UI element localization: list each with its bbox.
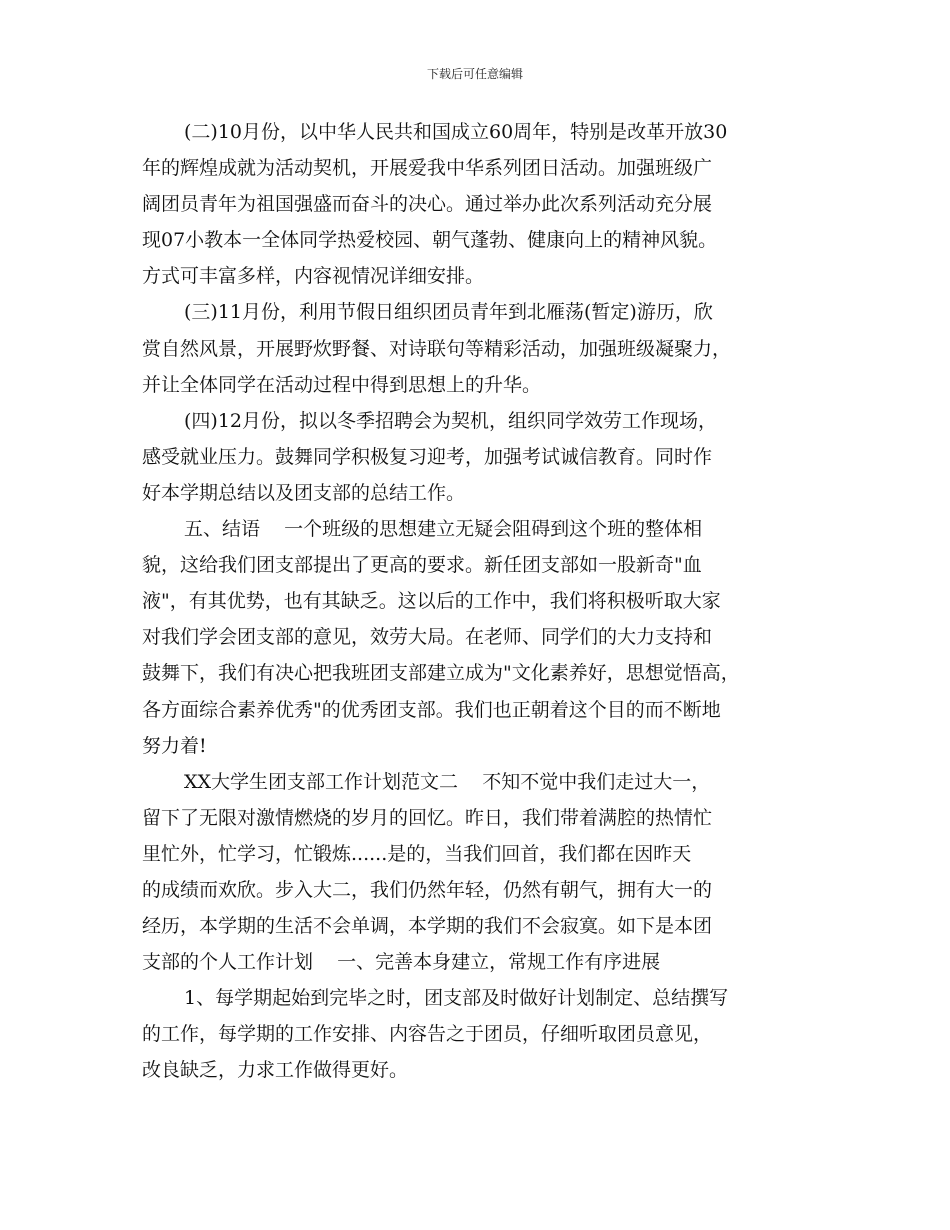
text-line: 留下了无限对激情燃烧的岁月的回忆。昨日，我们带着满腔的热情忙 (142, 806, 713, 829)
text-line: 对我们学会团支部的意见，效劳大局。在老师、同学们的大力支持和 (142, 626, 713, 649)
text-line: 方式可丰富多样，内容视情况详细安排。 (142, 265, 485, 288)
text-line: 现07小教本一全体同学热爱校园、朝气蓬勃、健康向上的精神风貌。 (142, 229, 718, 252)
text-line: (三)11月份，利用节假日组织团员青年到北雁荡(暂定)游历，欣 (184, 301, 713, 324)
text-line: 支部的个人工作计划 一、完善本身建立，常规工作有序进展 (142, 951, 661, 974)
text-line: XX大学生团支部工作计划范文二 不知不觉中我们走过大一， (184, 770, 711, 793)
text-line: 好本学期总结以及团支部的总结工作。 (142, 481, 466, 504)
document-body (142, 114, 814, 1089)
page-header-note: 下载后可任意编辑 (426, 67, 523, 81)
text-line: 年的辉煌成就为活动契机，开展爱我中华系列团日活动。加强班级广 (142, 157, 713, 180)
text-line: 改良缺乏，力求工作做得更好。 (142, 1059, 409, 1082)
text-line: 1、每学期起始到完毕之时，团支部及时做好计划制定、总结撰写 (184, 987, 729, 1010)
text-line: 液"，有其优势，也有其缺乏。这以后的工作中，我们将积极听取大家 (142, 590, 721, 613)
text-line: 感受就业压力。鼓舞同学积极复习迎考，加强考试诚信教育。同时作 (142, 445, 713, 468)
text-line: (二)10月份，以中华人民共和国成立60周年，特别是改革开放30 (184, 121, 728, 143)
text-line: 貌，这给我们团支部提出了更高的要求。新任团支部如一股新奇"血 (142, 554, 702, 577)
text-line: 阔团员青年为祖国强盛而奋斗的决心。通过举办此次系列活动充分展 (142, 193, 713, 216)
text-line: 努力着! (142, 734, 207, 757)
text-line: 的成绩而欢欣。步入大二，我们仍然年轻，仍然有朝气，拥有大一的 (142, 878, 713, 901)
text-line: 经历，本学期的生活不会单调，本学期的我们不会寂寞。如下是本团 (142, 915, 713, 938)
text-line: 里忙外，忙学习，忙锻炼......是的，当我们回首，我们都在因昨天 (142, 842, 692, 865)
text-line: 鼓舞下，我们有决心把我班团支部建立成为"文化素养好，思想觉悟高， (142, 662, 740, 685)
text-line: 赏自然风景，开展野炊野餐、对诗联句等精彩活动，加强班级凝聚力， (142, 337, 732, 360)
text-line: (四)12月份，拟以冬季招聘会为契机，组织同学效劳工作现场， (184, 409, 718, 432)
text-line: 各方面综合素养优秀"的优秀团支部。我们也正朝着这个目的而不断地 (142, 698, 721, 721)
text-line: 的工作，每学期的工作安排、内容告之于团员，仔细听取团员意见， (142, 1023, 713, 1046)
text-line: 并让全体同学在活动过程中得到思想上的升华。 (142, 373, 542, 396)
text-line: 五、结语 一个班级的思想建立无疑会阻碍到这个班的整体相 (184, 518, 703, 541)
